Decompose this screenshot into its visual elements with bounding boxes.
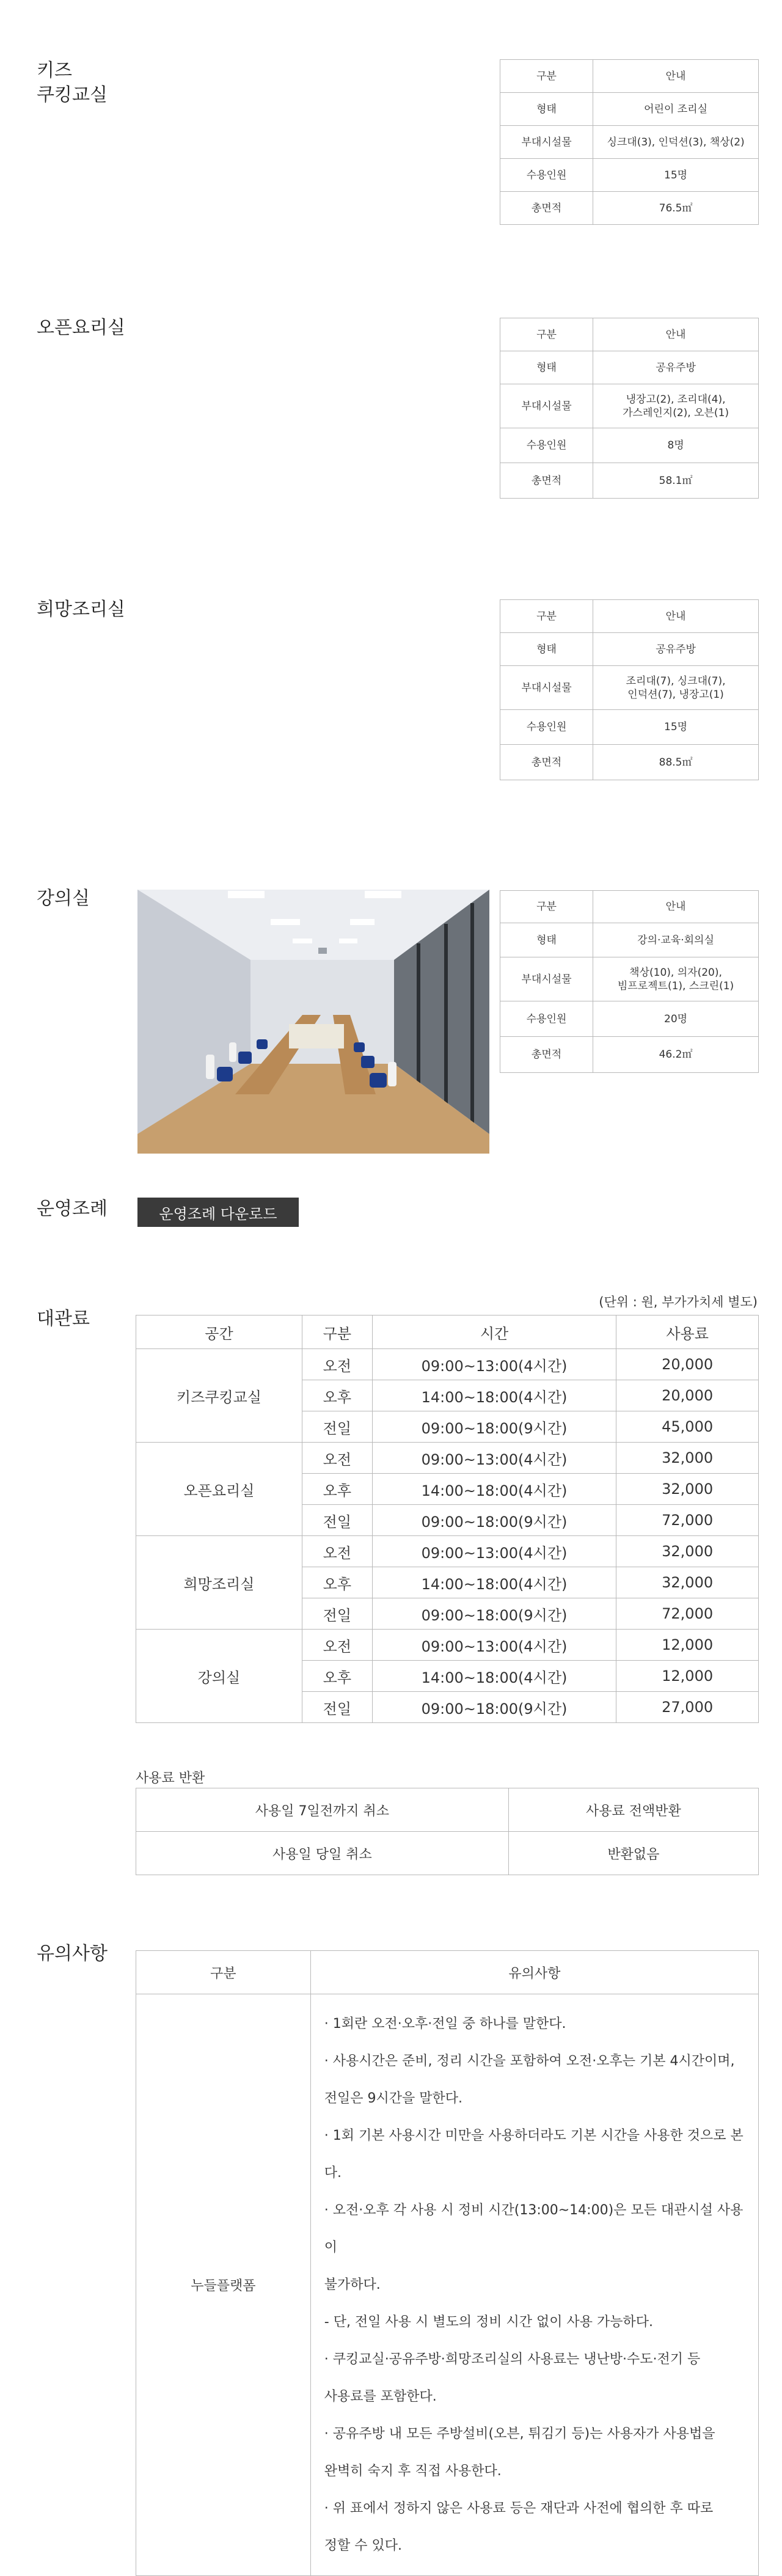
fees-unit-note: (단위 : 원, 부가가치세 별도) — [599, 1295, 758, 1309]
notes-header: 유의사항 — [310, 1951, 758, 1994]
notes-item: · 오전·오후 각 사용 시 정비 시간(13:00~14:00)은 모든 대관시설 사용이 불가하다. — [324, 2203, 744, 2292]
fees-price: 12,000 — [616, 1661, 759, 1692]
lecture-room-photo — [137, 890, 489, 1154]
fees-price: 12,000 — [616, 1630, 759, 1661]
fees-time: 09:00~18:00(9시간) — [372, 1598, 616, 1630]
info-key: 형태 — [500, 923, 593, 957]
fees-header: 시간 — [372, 1315, 616, 1349]
info-value: 공유주방 — [593, 633, 759, 666]
info-value: 58.1㎡ — [593, 463, 759, 499]
fees-price: 32,000 — [616, 1567, 759, 1598]
table-row — [136, 1630, 759, 1661]
fees-table — [136, 1315, 759, 1723]
fees-time: 14:00~18:00(4시간) — [372, 1661, 616, 1692]
info-key: 구분 — [500, 891, 593, 923]
notes-table — [136, 1950, 759, 2576]
fees-type: 오전 — [302, 1349, 372, 1380]
fees-space: 오픈요리실 — [136, 1443, 302, 1536]
info-key: 부대시설물 — [500, 126, 593, 159]
refund-condition: 사용일 7일전까지 취소 — [136, 1788, 509, 1832]
fees-time: 09:00~13:00(4시간) — [372, 1630, 616, 1661]
info-value: 88.5㎡ — [593, 745, 759, 780]
info-key: 형태 — [500, 351, 593, 384]
fees-space: 강의실 — [136, 1630, 302, 1723]
table-row — [136, 1536, 759, 1567]
table-row — [136, 1349, 759, 1380]
room-info-table — [500, 599, 759, 780]
fees-price: 72,000 — [616, 1598, 759, 1630]
room-info-table — [500, 318, 759, 499]
info-key: 총면적 — [500, 192, 593, 225]
refund-caption: 사용료 반환 — [136, 1771, 205, 1786]
info-value: 강의·교육·회의실 — [593, 923, 759, 957]
room-title: 강의실 — [37, 888, 90, 909]
fees-space: 희망조리실 — [136, 1536, 302, 1630]
fees-price: 27,000 — [616, 1692, 759, 1723]
fees-price: 72,000 — [616, 1505, 759, 1536]
fees-space: 키즈쿠킹교실 — [136, 1349, 302, 1443]
room-title: 키즈 쿠킹교실 — [37, 60, 108, 106]
fees-time: 09:00~13:00(4시간) — [372, 1349, 616, 1380]
fees-price: 32,000 — [616, 1474, 759, 1505]
notes-item: · 1회란 오전·오후·전일 중 하나를 말한다. — [324, 2016, 566, 2032]
refund-result: 반환없음 — [508, 1832, 758, 1875]
notes-title: 유의사항 — [37, 1943, 108, 1964]
fees-type: 전일 — [302, 1692, 372, 1723]
fees-type: 전일 — [302, 1505, 372, 1536]
notes-item: · 1회 기본 사용시간 미만을 사용하더라도 기본 시간을 사용한 것으로 본다. — [324, 2128, 744, 2181]
info-key: 구분 — [500, 318, 593, 351]
info-key: 수용인원 — [500, 1001, 593, 1037]
info-key: 부대시설물 — [500, 957, 593, 1001]
info-key: 총면적 — [500, 1037, 593, 1073]
room-info-table — [500, 890, 759, 1073]
fees-header: 구분 — [302, 1315, 372, 1349]
room-info-table — [500, 59, 759, 225]
fees-price: 20,000 — [616, 1380, 759, 1411]
ordinance-title: 운영조례 — [37, 1198, 108, 1220]
info-key: 총면적 — [500, 745, 593, 780]
fees-price: 45,000 — [616, 1411, 759, 1443]
info-value: 15명 — [593, 710, 759, 745]
fees-type: 오전 — [302, 1443, 372, 1474]
info-key: 총면적 — [500, 463, 593, 499]
info-value: 안내 — [593, 318, 759, 351]
info-key: 수용인원 — [500, 710, 593, 745]
room-title: 희망조리실 — [37, 599, 125, 620]
fees-type: 오후 — [302, 1474, 372, 1505]
fees-price: 32,000 — [616, 1443, 759, 1474]
fees-time: 14:00~18:00(4시간) — [372, 1474, 616, 1505]
info-value: 76.5㎡ — [593, 192, 759, 225]
info-value: 안내 — [593, 60, 759, 93]
notes-item: · 위 표에서 정하지 않은 사용료 등은 재단과 사전에 협의한 후 따로 정할 수 있다. — [324, 2501, 714, 2553]
info-value: 공유주방 — [593, 351, 759, 384]
info-value: 싱크대(3), 인덕션(3), 책상(2) — [593, 126, 759, 159]
table-row — [136, 1832, 759, 1875]
fees-time: 09:00~18:00(9시간) — [372, 1411, 616, 1443]
fees-time: 14:00~18:00(4시간) — [372, 1380, 616, 1411]
info-key: 구분 — [500, 60, 593, 93]
fees-type: 오후 — [302, 1661, 372, 1692]
info-value: 어린이 조리실 — [593, 93, 759, 126]
table-row — [136, 1788, 759, 1832]
info-value: 46.2㎡ — [593, 1037, 759, 1073]
fees-type: 오후 — [302, 1380, 372, 1411]
info-key: 수용인원 — [500, 159, 593, 192]
fees-time: 09:00~13:00(4시간) — [372, 1443, 616, 1474]
info-value: 8명 — [593, 428, 759, 463]
fees-time: 09:00~18:00(9시간) — [372, 1692, 616, 1723]
fees-time: 09:00~18:00(9시간) — [372, 1505, 616, 1536]
info-value: 안내 — [593, 600, 759, 633]
info-key: 부대시설물 — [500, 384, 593, 428]
info-value: 안내 — [593, 891, 759, 923]
refund-result: 사용료 전액반환 — [508, 1788, 758, 1832]
fees-price: 32,000 — [616, 1536, 759, 1567]
fees-header: 공간 — [136, 1315, 302, 1349]
notes-list — [324, 2005, 745, 2564]
refund-condition: 사용일 당일 취소 — [136, 1832, 509, 1875]
fees-time: 09:00~13:00(4시간) — [372, 1536, 616, 1567]
info-key: 부대시설물 — [500, 666, 593, 710]
refund-table — [136, 1788, 759, 1875]
notes-item: · 공유주방 내 모든 주방설비(오븐, 튀김기 등)는 사용자가 사용법을 완벽히 숙지 후 직접 사용한다. — [324, 2426, 715, 2479]
info-key: 형태 — [500, 633, 593, 666]
fees-type: 전일 — [302, 1598, 372, 1630]
notes-item: · 쿠킹교실·공유주방·희망조리실의 사용료는 냉난방·수도·전기 등 사용료를 포함한다. — [324, 2352, 701, 2404]
info-key: 형태 — [500, 93, 593, 126]
notes-item: - 단, 전일 사용 시 별도의 정비 시간 없이 사용 가능하다. — [324, 2314, 653, 2330]
fees-header: 사용료 — [616, 1315, 759, 1349]
fees-title: 대관료 — [37, 1308, 90, 1330]
notes-header: 구분 — [136, 1951, 311, 1994]
fees-type: 전일 — [302, 1411, 372, 1443]
fees-type: 오후 — [302, 1567, 372, 1598]
notes-item: · 사용시간은 준비, 정리 시간을 포함하여 오전·오후는 기본 4시간이며, 전일은 9시간을 말한다. — [324, 2054, 735, 2106]
info-value: 책상(10), 의자(20), 빔프로젝트(1), 스크린(1) — [593, 957, 759, 1001]
notes-category: 누들플랫폼 — [136, 1994, 311, 2576]
info-key: 구분 — [500, 600, 593, 633]
info-value: 조리대(7), 싱크대(7), 인덕션(7), 냉장고(1) — [593, 666, 759, 710]
info-value: 냉장고(2), 조리대(4), 가스레인지(2), 오븐(1) — [593, 384, 759, 428]
info-key: 수용인원 — [500, 428, 593, 463]
fees-type: 오전 — [302, 1630, 372, 1661]
ordinance-download-button[interactable]: 운영조례 다운로드 — [137, 1198, 299, 1227]
info-value: 15명 — [593, 159, 759, 192]
table-row — [136, 1443, 759, 1474]
fees-time: 14:00~18:00(4시간) — [372, 1567, 616, 1598]
info-value: 20명 — [593, 1001, 759, 1037]
fees-price: 20,000 — [616, 1349, 759, 1380]
notes-body — [310, 1994, 758, 2576]
room-title: 오픈요리실 — [37, 317, 125, 338]
fees-type: 오전 — [302, 1536, 372, 1567]
